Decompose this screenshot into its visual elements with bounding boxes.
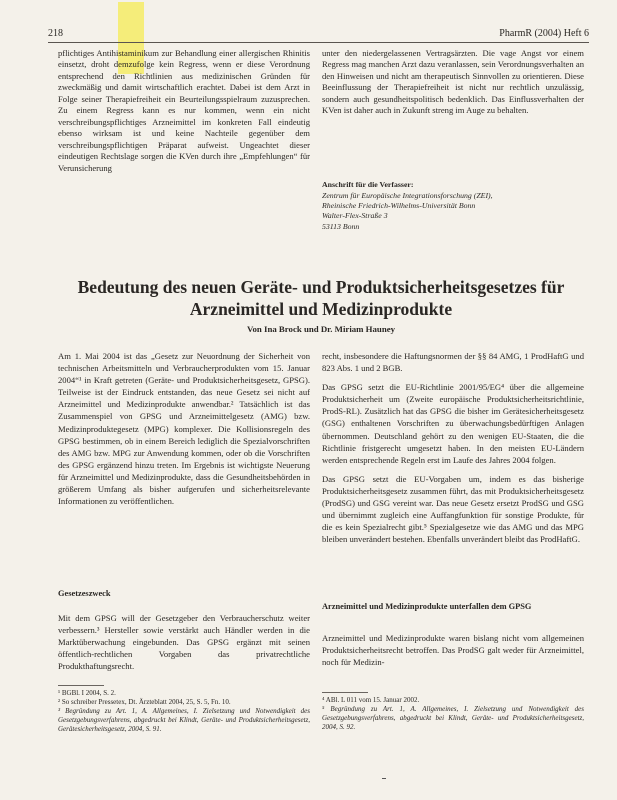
address-line: 53113 Bonn [322,221,360,231]
footnote: ⁵ Begründung zu Art. 1, A. Allgemeines, I. Zielsetzung und Notwendigkeit des Gesetzgebungsverfahrens, abgedruckt bei Klindt, Geräte- und Produktsicherheitsgesetz, 2004, S. 92. [322,704,584,731]
article-title: Bedeutung des neuen Geräte- und Produktsicherheitsgesetzes für Arzneimittel und Medizinprodukte [77,277,565,319]
article-authors: Von Ina Brock und Dr. Miriam Hauney [246,324,396,334]
prev-article-text-left: pflichtiges Antihistaminikum zur Behandlung einer allergischen Rhinitis einsetzt, droht demzufolge kein Regress, wenn er diese Verordnung entsprechend den Richtlinien aus medizinischen Gründen für zweckmäßig und damit wirtschaftlich erachtet. Dabei ist dem Arzt in Folge seiner Therapiefreiheit ein Beurteilungsspielraum zuzusprechen. Zu einem Regress kann es nur kommen, wenn ein nicht verschreibungspflichtiges Arzneimittel im konkreten Fall eindeutig ebenso wirksam ist und keine Nachteile gegenüber dem verschreibungspflichtigen Präparat aufweist. Ungeachtet dieser eindeutigen Rechtslage sorgen die KVen durch ihre „Empfehlungen“ für Verunsicherung [58,48,310,173]
footnote-rule-left [58,685,104,686]
address-label: Anschrift für die Verfasser: [322,180,414,189]
footnote: ³ Begründung zu Art. 1, A. Allgemeines, I. Zielsetzung und Notwendigkeit des Gesetzgebungsverfahrens, abgedruckt bei Klindt, Geräte- und Produktsicherheitsgesetz, Gerätesicherheitsgesetz, 2004, S. 91. [58,706,310,733]
prev-article-column-right [322,48,584,117]
section-heading-gesetzeszweck: Gesetzeszweck [58,589,111,598]
paragraph: Das GPSG setzt die EU-Richtlinie 2001/95/EG⁴ über die allgemeine Produktsicherheit um (Zweite europäische Produktsicherheitsrichtlinie, ProdS-RL). Zusätzlich hat das GPSG die bisher im Gerätesicherheitsgesetz (GSG) enthaltenen Vorschriften zu überwachungsbedürftigen Anlagen übernommen. Deutschland gehört zu den wenigen EU-Staaten, die die Richtlinie fristgerecht umgesetzt haben. In den meisten EU-Ländern werden entsprechende Regeln erst im Laufe des Jahres 2004 folgen. [322,382,584,465]
address-line: Zentrum für Europäische Integrationsforschung (ZEI), [322,191,493,200]
header-rule [48,42,589,43]
footnote: ⁴ ABl. L 011 vom 15. Januar 2002. [322,696,420,704]
footnote: ² So schreiber Pressetex, Dt. Ärzteblatt 2004, 25, S. 5, Fn. 10. [58,697,231,706]
author-address [322,191,584,232]
prev-article-text-right: unter den niedergelassenen Vertragsärzten. Die vage Angst vor einem Regress mag manchen Arzt dazu veranlassen, sein Verordnungsverhalten an den Hinweisen und nicht am therapeutisch Sinnvollen zu orientieren. Diese Beeinflussung der Therapiefreiheit ist nicht nur rechtlich unzulässig, sondern auch gesundheitspolitisch bedenklich. Das Einflussverhalten der KVen ist daher auch in Zukunft streng im Auge zu behalten. [322,48,584,116]
page-mark [382,778,386,779]
footnote: ¹ BGBl. I 2004, S. 2. [58,689,116,697]
section-text-gpsg: Arzneimittel und Medizinprodukte waren bislang nicht vom allgemeinen Produktsicherheitsrecht betroffen. Das ProdSG galt weder für Arzneimittel, noch für Medizin- [322,633,584,668]
section-heading-gpsg: Arzneimittel und Medizinprodukte unterfallen dem GPSG [322,602,532,611]
page-number: 218 [48,28,63,39]
paragraph: recht, insbesondere die Haftungsnormen der §§ 84 AMG, 1 ProdHaftG und 823 Abs. 1 und 2 BGB. [322,351,584,374]
prev-article-column-left [58,48,310,174]
address-line: Walter-Flex-Straße 3 [322,211,388,221]
footnotes-left [58,689,310,734]
paragraph: Das GPSG setzt die EU-Vorgaben um, indem es das bisherige Produktsicherheitsgesetz zusammen führt, das mit Produktsicherheitsgesetz (ProdSG) und GSG vereint war. Das neue Gesetz ersetzt ProdSG und GSG und übernimmt zugleich eine Auffangfunktion für sonstige Produkte, für die es kein Spezialrecht gibt.⁵ Spezialgesetze wie das AMG und das MPG bleiben unverändert bestehen. Ebenfalls unverändert bleibt das ProdHaftG. [322,473,584,545]
footnotes-right [322,696,584,732]
article-column-right [322,350,584,552]
section-text-gesetzeszweck: Mit dem GPSG will der Gesetzgeber den Verbraucherschutz weiter verbessern.³ Hersteller sowie verstärkt auch Händler werden in die Marktüberwachung eingebunden. Das GPSG ergänzt mit seinen öffentlich-rechtlichen Vorgaben das privatrechtliche Produkthaftungsrecht. [58,613,310,672]
journal-header: PharmR (2004) Heft 6 [499,28,589,39]
article-intro: Am 1. Mai 2004 ist das „Gesetz zur Neuordnung der Sicherheit von technischen Arbeitsmitteln und Verbraucherprodukten vom 15. Januar 2004“¹ in Kraft getreten (Geräte- und Produktsicherheitsgesetz, GPSG). Teilweise ist der Eindruck entstanden, das neue Gesetz sei nicht auf Arzneimittel und Medizinprodukte anwendbar.² Tatsächlich ist das Zusammenspiel von GPSG und Arzneimittelgesetz (AMG) bzw. Medizinproduktegesetz (MPG) komplexer. Die Kollisionsregeln des GPSG bestimmen, ob in einem Bereich lediglich die Spezialvorschriften des AMG bzw. MPG zur Anwendung kommen, oder ob die Vorschriften des GPSG ergänzend hinzu treten. Im Ergebnis ist wichtigste Neuerung für Arzneimittel und Medizinprodukte, dass die Gesundheitsbehörden in größerem Umfang als bisher aufgerufen und sicherheitsrelevante Informationen zu veröffentlichen. [58,351,310,507]
address-line: Rheinische Friedrich-Wilhelms-Universität Bonn [322,201,476,211]
footnote-rule-right [322,692,368,693]
